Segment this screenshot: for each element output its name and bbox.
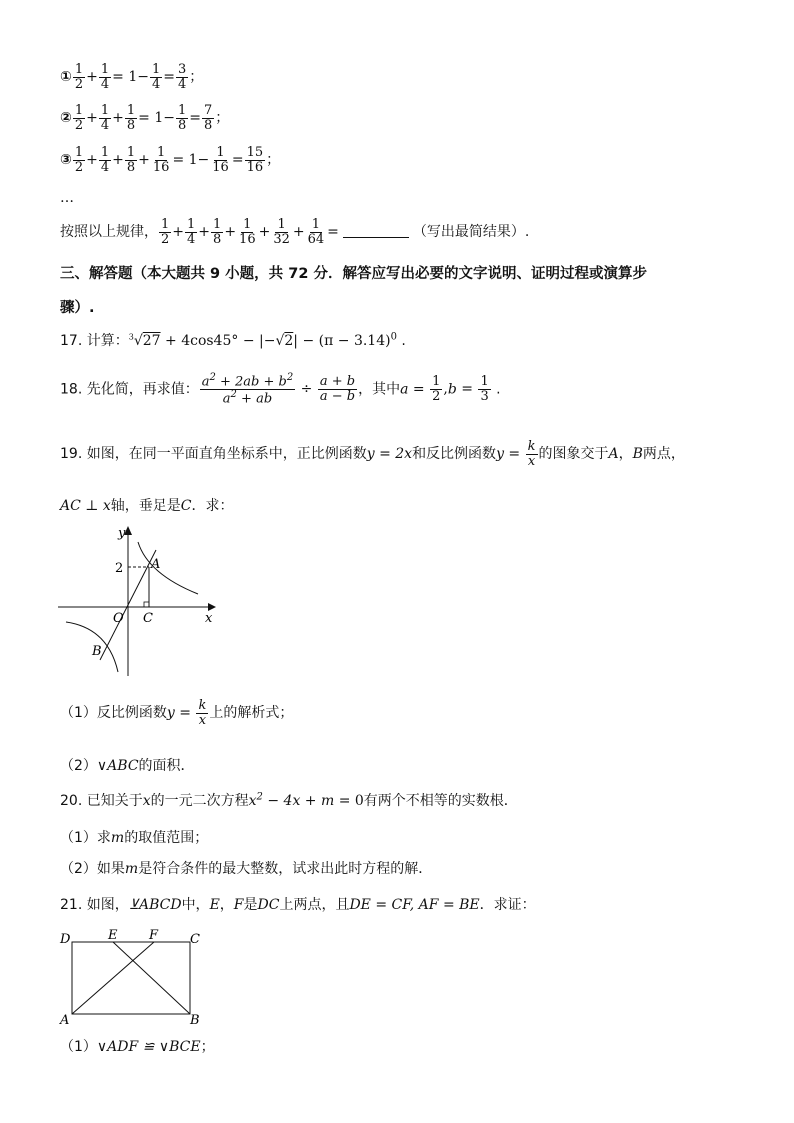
label-B: B	[190, 1013, 200, 1027]
answer-blank[interactable]	[343, 237, 409, 238]
label-E: E	[108, 928, 118, 943]
tick-2: 2	[115, 561, 124, 576]
origin-label: O	[113, 611, 124, 626]
section-heading-line2: 骤）.	[60, 300, 95, 316]
coordinate-graph	[58, 522, 223, 680]
question-21: 21. 如图，⊻ABCD中，E，F是DC上两点，且DE = CF, AF = BE．求证：	[60, 897, 536, 913]
segment-AF	[72, 942, 154, 1014]
label-C: C	[190, 932, 200, 947]
question-20-part1: （1）求m的取值范围；	[60, 830, 209, 846]
point-A-label: A	[151, 557, 161, 572]
question-19-line2: AC ⊥ x轴，垂足是C．求：	[60, 498, 234, 514]
question-21-part1: （1）∨ADF ≌ ∨BCE；	[60, 1039, 215, 1055]
question-18: 18. 先化简，再求值： $\frac{a^2 + 2ab + b^2}{a^2 + ab}$ ÷ $\frac{a + b}{a - b}$ ，其中a = $\frac{1}{2}$ ,b = $\frac{1}{3}$ .	[60, 372, 501, 407]
rectangle-ABCD	[72, 942, 190, 1014]
series-line-1: ① $\frac{1}{2}$ + $\frac{1}{4}$ = 1− $\frac{1}{4}$ = $\frac{3}{4}$ ；	[60, 62, 204, 92]
question-19-part1: （1）反比例函数y = $\frac{k}{x}$ 上的解析式；	[60, 698, 294, 728]
ellipsis: …	[60, 190, 74, 206]
question-17: 17. 计算：$^3√27 + 4\cos 45^\circ - |-√2| - (\pi - 3.14)^0$ .	[60, 331, 406, 349]
item-marker: ②	[60, 110, 72, 127]
section-heading-line1: 三、解答题（本大题共 9 小题，共 72 分．解答应写出必要的文字说明、证明过程或演算步	[60, 266, 647, 282]
y-label: y	[118, 526, 126, 541]
rectangle-figure	[58, 927, 208, 1027]
label-F: F	[149, 928, 159, 943]
segment-BE	[113, 942, 190, 1014]
question-20: 20. 已知关于x的一元二次方程$x^2 - 4x + m = 0$有两个不相等的实数根．	[60, 791, 518, 809]
question-19-part2: （2）∨ABC的面积．	[60, 758, 195, 774]
series-line-3: ③ $\frac{1}{2}$ + $\frac{1}{4}$ + $\frac{1}{8}$ + $\frac{1}{16}$ = 1− $\frac{1}{16}$ = $\frac{15}{16}$ ；	[60, 145, 281, 175]
label-A: A	[60, 1013, 70, 1027]
question-19: 19. 如图，在同一平面直角坐标系中，正比例函数y = 2x和反比例函数y = $\frac{k}{x}$ 的图象交于A，B两点，	[60, 439, 685, 469]
point-B-label: B	[92, 644, 102, 659]
question-20-part2: （2）如果m是符合条件的最大整数，试求出此时方程的解．	[60, 861, 433, 877]
series-rule-line: 按照以上规律， $\frac{1}{2}$ + $\frac{1}{4}$ + $\frac{1}{8}$ + $\frac{1}{16}$ + $\frac{1}{32}$ + $\frac{1}{64}$ = （写出最简结果）.	[60, 217, 530, 247]
item-marker: ③	[60, 152, 72, 169]
x-label: x	[205, 611, 213, 626]
point-C-label: C	[143, 611, 153, 626]
label-D: D	[60, 932, 71, 947]
item-marker: ①	[60, 69, 72, 86]
x-axis-arrow	[208, 603, 216, 611]
series-line-2: ② $\frac{1}{2}$ + $\frac{1}{4}$ + $\frac{1}{8}$ = 1− $\frac{1}{8}$ = $\frac{7}{8}$ ；	[60, 103, 230, 133]
right-angle-mark	[144, 602, 149, 607]
